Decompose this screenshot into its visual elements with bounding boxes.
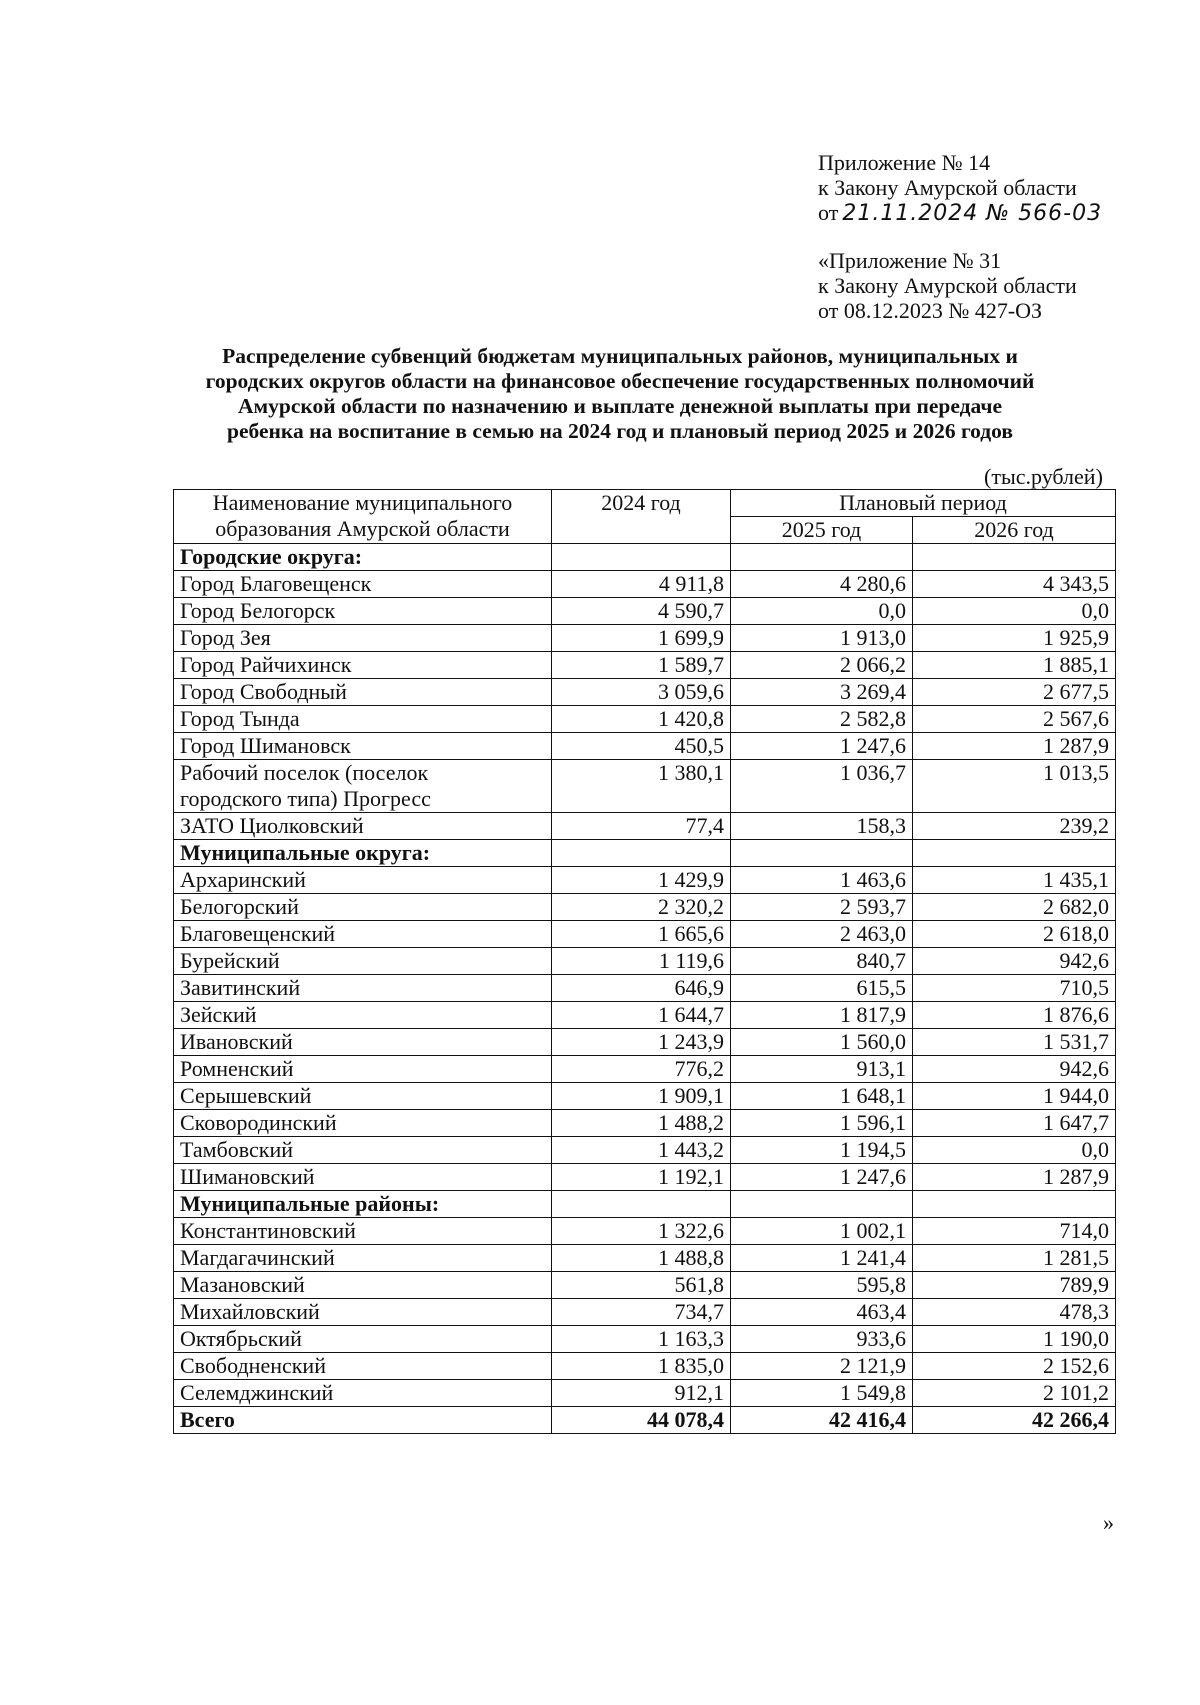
handwritten-date-signature: 21.11.2024 № 566-03 xyxy=(842,201,1103,226)
value-2024 xyxy=(552,1191,731,1218)
value-2026: 1 281,5 xyxy=(913,1245,1116,1272)
municipality-name: Городские округа: xyxy=(174,544,552,571)
municipality-name: Октябрьский xyxy=(174,1326,552,1353)
table-row xyxy=(174,921,1116,948)
attachment-date-line xyxy=(818,200,1102,226)
total-row xyxy=(174,1407,1116,1434)
table-row xyxy=(174,1164,1116,1191)
municipality-name: Город Свободный xyxy=(174,679,552,706)
value-2026: 1 876,6 xyxy=(913,1002,1116,1029)
municipality-name: Мазановский xyxy=(174,1272,552,1299)
value-2024: 1 589,7 xyxy=(552,652,731,679)
value-2025: 3 269,4 xyxy=(731,679,913,706)
value-2026: 1 287,9 xyxy=(913,733,1116,760)
table-row xyxy=(174,1218,1116,1245)
value-2024: 1 665,6 xyxy=(552,921,731,948)
value-2026: 1 925,9 xyxy=(913,625,1116,652)
table-row xyxy=(174,679,1116,706)
value-2025: 2 121,9 xyxy=(731,1353,913,1380)
value-2024: 1 835,0 xyxy=(552,1353,731,1380)
value-2025: 1 002,1 xyxy=(731,1218,913,1245)
value-2024: 1 243,9 xyxy=(552,1029,731,1056)
municipality-name: Муниципальные округа: xyxy=(174,840,552,867)
value-2025: 158,3 xyxy=(731,813,913,840)
municipality-name: Город Белогорск xyxy=(174,598,552,625)
municipality-name: Муниципальные районы: xyxy=(174,1191,552,1218)
table-row xyxy=(174,706,1116,733)
attachment-law-ref: к Закону Амурской области xyxy=(818,175,1077,200)
value-2024: 1 699,9 xyxy=(552,625,731,652)
table-row xyxy=(174,1353,1116,1380)
value-2026: 942,6 xyxy=(913,948,1116,975)
header-municipality: Наименование муниципального образования Амурской области xyxy=(174,490,552,544)
value-2024: 912,1 xyxy=(552,1380,731,1407)
municipality-name: Сковородинский xyxy=(174,1110,552,1137)
table-row xyxy=(174,1110,1116,1137)
table-row xyxy=(174,625,1116,652)
value-2026: 2 567,6 xyxy=(913,706,1116,733)
municipality-name: Серышевский xyxy=(174,1083,552,1110)
value-2026 xyxy=(913,840,1116,867)
table-row xyxy=(174,1002,1116,1029)
municipality-name: Белогорский xyxy=(174,894,552,921)
attachment-number: Приложение № 14 xyxy=(818,150,991,175)
value-2025: 1 817,9 xyxy=(731,1002,913,1029)
value-2024 xyxy=(552,544,731,571)
header-2024: 2024 год xyxy=(552,490,731,544)
municipality-name: Бурейский xyxy=(174,948,552,975)
value-2024: 646,9 xyxy=(552,975,731,1002)
value-2026: 2 618,0 xyxy=(913,921,1116,948)
section-row xyxy=(174,840,1116,867)
value-2026: 2 677,5 xyxy=(913,679,1116,706)
value-2026: 789,9 xyxy=(913,1272,1116,1299)
value-2024: 450,5 xyxy=(552,733,731,760)
value-2024: 1 119,6 xyxy=(552,948,731,975)
value-2024: 77,4 xyxy=(552,813,731,840)
table-row xyxy=(174,1326,1116,1353)
value-2026: 1 531,7 xyxy=(913,1029,1116,1056)
units-label: (тыс.рублей) xyxy=(984,464,1103,489)
value-2025: 4 280,6 xyxy=(731,571,913,598)
previous-attachment-number: «Приложение № 31 xyxy=(818,248,1002,273)
header-2025: 2025 год xyxy=(731,517,913,544)
value-2026: 478,3 xyxy=(913,1299,1116,1326)
section-row xyxy=(174,544,1116,571)
title-line: Распределение субвенций бюджетам муниципальных районов, муниципальных и xyxy=(222,344,1018,368)
table-header-row xyxy=(174,490,1116,517)
value-2025: 595,8 xyxy=(731,1272,913,1299)
value-2026: 1 435,1 xyxy=(913,867,1116,894)
value-2026: 714,0 xyxy=(913,1218,1116,1245)
document-title xyxy=(140,344,1100,444)
table-row xyxy=(174,975,1116,1002)
value-2026: 42 266,4 xyxy=(913,1407,1116,1434)
municipality-name: Город Шимановск xyxy=(174,733,552,760)
municipality-name: Шимановский xyxy=(174,1164,552,1191)
value-2024: 1 488,2 xyxy=(552,1110,731,1137)
value-2026 xyxy=(913,544,1116,571)
municipality-name: Завитинский xyxy=(174,975,552,1002)
table-row xyxy=(174,760,1116,813)
value-2024: 1 488,8 xyxy=(552,1245,731,1272)
value-2025: 1 913,0 xyxy=(731,625,913,652)
subvention-table xyxy=(173,489,1116,1434)
value-2024: 1 429,9 xyxy=(552,867,731,894)
municipality-name: Город Благовещенск xyxy=(174,571,552,598)
section-row xyxy=(174,1191,1116,1218)
value-2025: 615,5 xyxy=(731,975,913,1002)
municipality-name: Константиновский xyxy=(174,1218,552,1245)
table-row xyxy=(174,1029,1116,1056)
value-2026: 710,5 xyxy=(913,975,1116,1002)
value-2026: 942,6 xyxy=(913,1056,1116,1083)
table-row xyxy=(174,1299,1116,1326)
municipality-name: Город Зея xyxy=(174,625,552,652)
table-row xyxy=(174,1380,1116,1407)
municipality-name: ЗАТО Циолковский xyxy=(174,813,552,840)
header-2026: 2026 год xyxy=(913,517,1116,544)
municipality-name: Город Тында xyxy=(174,706,552,733)
municipality-name: Ивановский xyxy=(174,1029,552,1056)
value-2024: 44 078,4 xyxy=(552,1407,731,1434)
municipality-name: Магдагачинский xyxy=(174,1245,552,1272)
value-2026: 4 343,5 xyxy=(913,571,1116,598)
municipality-name: Рабочий поселок (поселок городского типа) Прогресс xyxy=(174,760,552,813)
value-2025: 42 416,4 xyxy=(731,1407,913,1434)
header-planned-period: Плановый период xyxy=(731,490,1116,517)
value-2026: 0,0 xyxy=(913,1137,1116,1164)
value-2025: 2 066,2 xyxy=(731,652,913,679)
table-row xyxy=(174,813,1116,840)
value-2025: 1 549,8 xyxy=(731,1380,913,1407)
table-body xyxy=(174,544,1116,1434)
table-row xyxy=(174,948,1116,975)
table-row xyxy=(174,867,1116,894)
value-2026: 2 101,2 xyxy=(913,1380,1116,1407)
value-2024: 1 443,2 xyxy=(552,1137,731,1164)
value-2025: 2 463,0 xyxy=(731,921,913,948)
municipality-name: Благовещенский xyxy=(174,921,552,948)
value-2026: 2 152,6 xyxy=(913,1353,1116,1380)
municipality-name: Зейский xyxy=(174,1002,552,1029)
value-2025 xyxy=(731,840,913,867)
value-2026: 1 287,9 xyxy=(913,1164,1116,1191)
value-2026: 1 944,0 xyxy=(913,1083,1116,1110)
value-2024: 561,8 xyxy=(552,1272,731,1299)
value-2025: 2 582,8 xyxy=(731,706,913,733)
table-row xyxy=(174,598,1116,625)
table-row xyxy=(174,1245,1116,1272)
value-2024 xyxy=(552,840,731,867)
value-2026: 0,0 xyxy=(913,598,1116,625)
value-2024: 1 380,1 xyxy=(552,760,731,813)
value-2025: 1 241,4 xyxy=(731,1245,913,1272)
value-2026: 1 647,7 xyxy=(913,1110,1116,1137)
table-row xyxy=(174,894,1116,921)
table-row xyxy=(174,733,1116,760)
municipality-name: Всего xyxy=(174,1407,552,1434)
value-2025: 1 247,6 xyxy=(731,733,913,760)
table-row xyxy=(174,1056,1116,1083)
value-2024: 734,7 xyxy=(552,1299,731,1326)
municipality-name: Селемджинский xyxy=(174,1380,552,1407)
value-2025: 933,6 xyxy=(731,1326,913,1353)
value-2026: 239,2 xyxy=(913,813,1116,840)
table-row xyxy=(174,652,1116,679)
value-2025: 1 247,6 xyxy=(731,1164,913,1191)
value-2025: 1 648,1 xyxy=(731,1083,913,1110)
value-2025: 913,1 xyxy=(731,1056,913,1083)
value-2024: 1 909,1 xyxy=(552,1083,731,1110)
value-2025: 463,4 xyxy=(731,1299,913,1326)
municipality-name: Тамбовский xyxy=(174,1137,552,1164)
value-2025: 1 596,1 xyxy=(731,1110,913,1137)
value-2024: 1 322,6 xyxy=(552,1218,731,1245)
table-row xyxy=(174,1083,1116,1110)
value-2025: 0,0 xyxy=(731,598,913,625)
previous-attachment-block xyxy=(818,248,1077,323)
closing-quote: » xyxy=(1103,1510,1114,1535)
municipality-name: Ромненский xyxy=(174,1056,552,1083)
municipality-name: Михайловский xyxy=(174,1299,552,1326)
attachment-date-prefix: от xyxy=(818,200,839,225)
municipality-name: Свободненский xyxy=(174,1353,552,1380)
value-2024: 776,2 xyxy=(552,1056,731,1083)
value-2024: 1 192,1 xyxy=(552,1164,731,1191)
previous-attachment-law-ref: к Закону Амурской области xyxy=(818,273,1077,298)
value-2024: 1 420,8 xyxy=(552,706,731,733)
municipality-name: Город Райчихинск xyxy=(174,652,552,679)
value-2025: 1 463,6 xyxy=(731,867,913,894)
value-2024: 1 644,7 xyxy=(552,1002,731,1029)
value-2026: 1 190,0 xyxy=(913,1326,1116,1353)
title-line: ребенка на воспитание в семью на 2024 год и плановый период 2025 и 2026 годов xyxy=(227,419,1013,443)
title-line: Амурской области по назначению и выплате денежной выплаты при передаче xyxy=(237,394,1003,418)
value-2025: 840,7 xyxy=(731,948,913,975)
table-row xyxy=(174,1272,1116,1299)
value-2025: 1 036,7 xyxy=(731,760,913,813)
attachment-block xyxy=(818,150,1102,226)
value-2024: 2 320,2 xyxy=(552,894,731,921)
title-line: городских округов области на финансовое обеспечение государственных полномочий xyxy=(205,369,1035,393)
value-2024: 1 163,3 xyxy=(552,1326,731,1353)
value-2025 xyxy=(731,1191,913,1218)
municipality-name: Архаринский xyxy=(174,867,552,894)
previous-attachment-date: от 08.12.2023 № 427-ОЗ xyxy=(818,298,1043,323)
value-2026: 1 885,1 xyxy=(913,652,1116,679)
value-2024: 3 059,6 xyxy=(552,679,731,706)
table-row xyxy=(174,1137,1116,1164)
value-2024: 4 911,8 xyxy=(552,571,731,598)
value-2025: 1 194,5 xyxy=(731,1137,913,1164)
value-2026: 2 682,0 xyxy=(913,894,1116,921)
value-2025: 2 593,7 xyxy=(731,894,913,921)
value-2024: 4 590,7 xyxy=(552,598,731,625)
value-2025 xyxy=(731,544,913,571)
value-2026 xyxy=(913,1191,1116,1218)
value-2025: 1 560,0 xyxy=(731,1029,913,1056)
table-row xyxy=(174,571,1116,598)
value-2026: 1 013,5 xyxy=(913,760,1116,813)
